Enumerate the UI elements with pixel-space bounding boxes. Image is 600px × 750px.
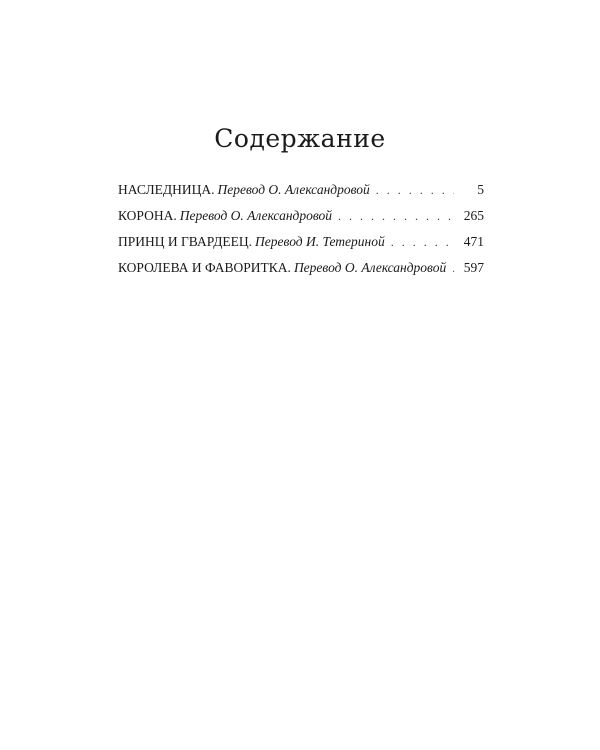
toc-leader-dots xyxy=(452,261,454,276)
toc-entry-translator: Перевод И. Тетериной xyxy=(255,234,385,249)
toc-entry xyxy=(118,208,484,234)
toc-entry-translator: Перевод О. Александровой xyxy=(217,182,370,197)
toc-entry xyxy=(118,182,484,208)
toc-entry-title: НАСЛЕДНИЦА. xyxy=(118,182,215,197)
toc-entry-title: КОРОЛЕВА И ФАВОРИТКА. xyxy=(118,260,291,275)
toc-entry-page: 5 xyxy=(477,182,484,197)
toc-heading: Содержание xyxy=(214,124,386,153)
toc-list xyxy=(118,182,484,286)
toc-entry-page: 265 xyxy=(463,208,484,223)
toc-entry-translator: Перевод О. Александровой xyxy=(179,208,333,223)
toc-entry-title: ПРИНЦ И ГВАРДЕЕЦ. xyxy=(118,234,253,249)
toc-entry-page: 597 xyxy=(463,260,484,275)
toc-entry-page: 471 xyxy=(463,234,484,249)
toc-entry-title: КОРОНА. xyxy=(118,208,177,223)
toc-entry xyxy=(118,234,484,260)
toc-leader-dots xyxy=(338,209,454,224)
toc-leader-dots xyxy=(376,183,454,198)
toc-leader-dots xyxy=(391,235,454,250)
toc-entry xyxy=(118,260,484,286)
toc-entry-translator: Перевод О. Александровой xyxy=(293,260,447,275)
